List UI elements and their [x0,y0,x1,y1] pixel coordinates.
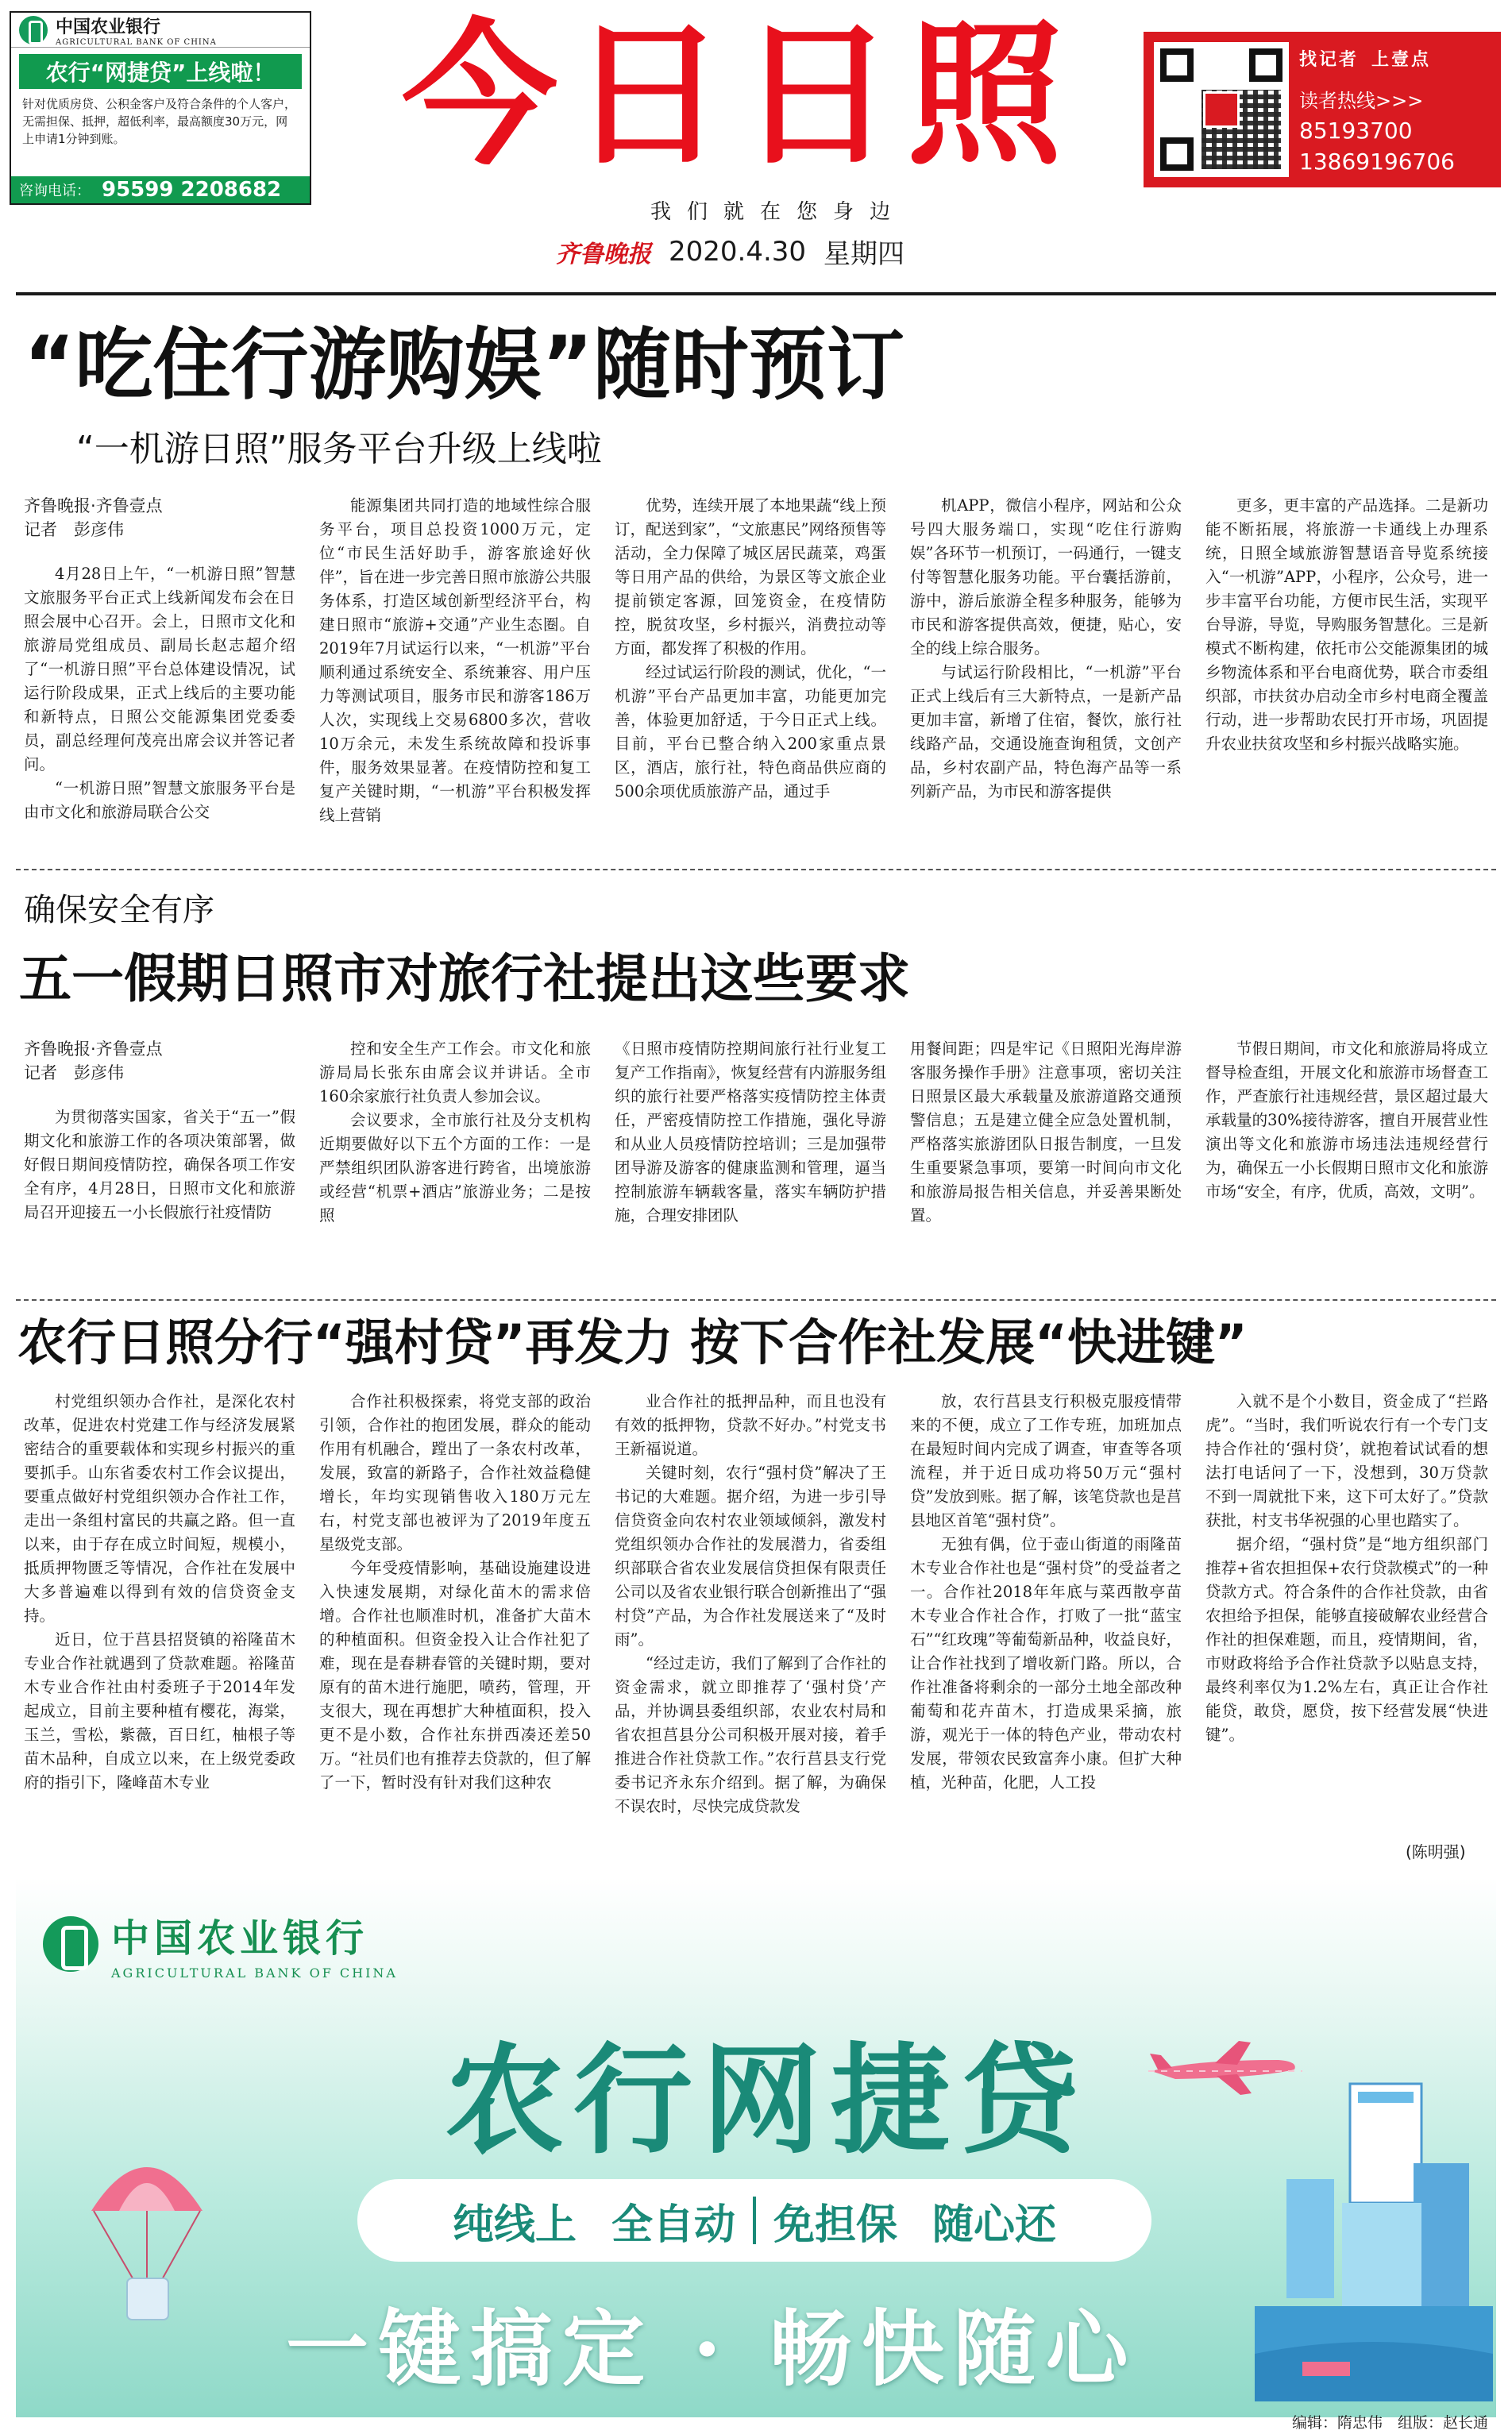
article2-source: 齐鲁晚报·齐鲁壹点 [24,1040,163,1059]
issue-info [556,232,904,271]
bottom-ad-brand [43,1907,398,1981]
abc-logo-icon [19,16,48,44]
article1-reporter: 记者 彭彦伟 [24,520,124,539]
editor-credit: 编辑：隋忠伟 组版：赵长通 [1291,2414,1488,2432]
paragraph: 经过试运行阶段的测试，优化，“一机游”平台产品更加丰富，功能更加完善，体验更加舒适，于今日正式上线。目前，平台已整合纳入200家重点景区，酒店，旅行社，特色商品供应商的500余项优质旅游产品，通过手 [615,663,886,800]
issue-date: 2020.4.30 [669,235,807,268]
feature-flexible-repay: 随心还 [932,2201,1057,2249]
paragraph: 节假日期间，市文化和旅游局将成立督导检查组，开展文化和旅游市场督查工作，严查旅行社违规经营，景区超过最大承载量的30%接待游客，擅自开展营业性演出等文化和旅游市场违法违规经营行为，确保五一小长假期日照市文化和旅游市场“安全，有序，优质，高效，文明”。 [1205,1040,1488,1201]
reader-hotline-box [1144,32,1501,187]
paragraph: 关键时刻，农行“强村贷”解决了王书记的大难题。据介绍，为进一步引导信贷资金向农村农业领域倾斜，激发村党组织领办合作社的发展潜力，省委组织部联合省农业发展信贷担保有限责任公司以及省农业银行联合创新推出了“强村贷”产品，为合作社发展送来了“及时雨”。 [615,1464,886,1649]
article2-col5 [1205,1037,1488,1293]
hotline-text [1299,32,1455,187]
parachute-icon [87,2147,206,2330]
paragraph: 用餐间距；四是牢记《日照阳光海岸游客服务操作手册》注意事项，密切关注日照景区最大承载量及旅游道路交通预警信息；五是建立健全应急处置机制，严格落实旅游团队日报告制度，一旦发生重要紧急事项，要第一时间向市文化和旅游局报告相关信息，并妥善果断处置。 [910,1040,1182,1225]
paragraph: 更多，更丰富的产品选择。二是新功能不断拓展，将旅游一卡通线上办理系统，日照全域旅游智慧语音导览系统接入“一机游”APP，小程序，公众号，进一步丰富平台功能，方便市民生活，实现平台导游，导览，导购服务智慧化。三是新模式不断构建，依托市公交能源集团的城乡物流体系和平台电商优势，联合市委组织部，市扶贫办启动全市乡村电商全覆盖行动，进一步帮助农民打开市场，巩固提升农业扶贫攻坚和乡村振兴战略实施。 [1205,496,1488,753]
top-ad-bank-name: 中国农业银行 [56,16,161,37]
paragraph: 今年受疫情影响，基础设施建设进入快速发展期，对绿化苗木的需求倍增。合作社也顺准时机，准备扩大苗木的种植面积。但资金投入让合作社犯了难，现在是春耕春管的关键时期，要对原有的苗木进行施肥，喷药，管理，开支很大，现在再想扩大种植面积，投入更不是小数，合作社东拼西凑还差50万。“社员们也有推荐去贷款的，但了解了一下，暂时没有针对我们这种农 [319,1559,591,1792]
article2-headline: 五一假期日照市对旅行社提出这些要求 [19,948,910,1009]
issue-weekday: 星期四 [824,238,905,270]
paragraph: 会议要求，全市旅行社及分支机构近期要做好以下五个方面的工作：一是严禁组织团队游客进行跨省，出境旅游或经营“机票+酒店”旅游业务；二是按照 [319,1111,591,1225]
hotline-phone-2: 13869196706 [1299,149,1455,175]
feature-auto: 全自动 [611,2201,735,2249]
article2-col4 [910,1037,1182,1293]
article-separator-2 [16,1299,1496,1301]
article3-col5 [1205,1390,1488,1838]
article2-reporter: 记者 彭彦伟 [24,1063,124,1082]
article3-author: (陈明强) [1406,1842,1466,1861]
bottom-ad-slogan: 一键搞定 · 畅快随心 [286,2300,1138,2397]
top-ad-bank-row [11,13,310,48]
paper-tagline: 我们就在您身边 [650,200,906,224]
find-reporter-label: 找记者 [1299,50,1360,70]
paragraph: 无独有偶，位于壶山街道的雨隆苗木专业合作社也是“强村贷”的受益者之一。合作社2018年年底与菜西散亭苗木专业合作社合作，打败了一批“蓝宝石”“红玫瑰”等葡萄新品种，收益良好，让合作社找到了增收新门路。所以，合作社准备将剩余的一部分土地全部改种葡萄和花卉苗木，打造成果采摘，旅游，观光于一体的特色产业，带动农村发展，带领农民致富奔小康。但扩大种植，光种苗，化肥，人工投 [910,1535,1182,1792]
article2-col2 [319,1037,591,1293]
city-illustration-icon [1255,2068,1493,2401]
article1-source: 齐鲁晚报·齐鲁壹点 [24,496,163,515]
find-reporter-line [1299,46,1455,71]
article1-col5 [1205,494,1488,858]
article1-headline: “吃住行游购娱”随时预订 [24,320,904,411]
top-ad-contact [11,176,310,203]
paragraph: 4月28日上午，“一机游日照”智慧文旅服务平台正式上线新闻发布会在日照会展中心召开。会上，日照市文化和旅游局党组成员、副局长赵志超介绍了“一机游日照”平台总体建设情况，试运行阶段成果，正式上线后的主要功能和新特点，日照公交能源集团党委委员，副总经理何茂亮出席会议并答记者问。 [24,565,295,773]
article2-col1 [24,1105,295,1293]
qr-code-icon[interactable] [1154,42,1289,177]
article1-col4 [910,494,1182,858]
paragraph: “经过走访，我们了解到了合作社的资金需求，就立即推荐了‘强村贷’产品，并协调县委组织部，农业农村局和省农担莒县分公司积极开展对接，着手推进合作社贷款工作。”农行莒县支行党委书记齐永东介绍到。据了解，为确保不误农时，尽快完成贷款发 [615,1654,886,1815]
paragraph: 村党组织领办合作社，是深化农村改革，促进农村党建工作与经济发展紧密结合的重要载体和实现乡村振兴的重要抓手。山东省委农村工作会议提出，要重点做好村党组织领办合作社工作，走出一条组村富民的共赢之路。但一直以来，由于存在成立时间短，规模小，抵质押物匮乏等情况，合作社在发展中大多普遍难以得到有效的信贷资金支持。 [24,1392,295,1625]
abc-logo-icon [43,1916,98,1972]
feature-no-guarantee: 免担保 [773,2201,898,2249]
article2-col3 [615,1037,886,1293]
top-bank-ad[interactable] [10,11,311,205]
bottom-ad-bank-name-en: AGRICULTURAL BANK OF CHINA [111,1965,398,1981]
paragraph: 与试运行阶段相比，“一机游”平台正式上线后有三大新特点，一是新产品更加丰富，新增了住宿，餐饮，旅行社线路产品，交通设施查询租赁，文创产品，乡村农副产品，特色海产品等一系列新产品，为市民和游客提供 [910,663,1182,800]
paragraph: 近日，位于莒县招贤镇的裕隆苗木专业合作社就遇到了贷款难题。裕隆苗木专业合作社由村委班子于2014年发起成立，目前主要种植有樱花，海棠，玉兰，雪松，紫薇，百日红，柚根子等苗木品种，自成立以来，在上级党委政府的指引下，隆峰苗木专业 [24,1630,295,1792]
bottom-ad-bank-name: 中国农业银行 [111,1916,369,1961]
article3-col4 [910,1390,1182,1861]
feature-online: 纯线上 [452,2201,577,2249]
masthead-rule [16,292,1496,295]
article3-col3 [615,1390,886,1861]
reader-hotline-label: 读者热线>>> [1299,90,1424,112]
article2-byline [24,1037,294,1085]
paragraph: 业合作社的抵押品种，而且也没有有效的抵押物，贷款不好办。”村党支书王新福说道。 [615,1392,886,1458]
paragraph: 能源集团共同打造的地域性综合服务平台，项目总投资1000万元，定位“市民生活好助手，游客旅途好伙伴”，旨在进一步完善日照市旅游公共服务体系，打造区域创新型经济平台，构建日照市“旅游+交通”产业生态圈。自2019年7月试运行以来，“一机游”平台顺利通过系统安全、系统兼容、用户压力等测试项目，服务市民和游客186万人次，实现线上交易6800多次，营收10万余元，未发生系统故障和投诉事件，服务效果显著。在疫情防控和复工复产关键时期，“一机游”平台积极发挥线上营销 [319,496,591,824]
paragraph: 合作社积极探索，将党支部的政治引领，合作社的抱团发展，群众的能动作用有机融合，蹚出了一条农村改革，发展，致富的新路子，合作社效益稳健增长，年均实现销售收入180万元左右，村党支部也被评为了2019年度五星级党支部。 [319,1392,591,1553]
masthead [0,0,1512,286]
article1-col2 [319,494,591,858]
bottom-bank-ad[interactable] [16,1877,1496,2417]
top-ad-blurb: 针对优质房贷、公积金客户及符合条件的个人客户，无需担保、抵押，超低利率，最高额度30万元，网上申请1分钟到账。 [22,97,297,146]
paragraph: 据介绍，“强村贷”是“地方组织部门推荐+省农担担保+农行贷款模式”的一种贷款方式。符合条件的合作社贷款，由省农担给予担保，能够直接破解农业经营合作社的担保难题，而且，疫情期间，省，市财政将给予合作社贷款予以贴息支持，最终利率仅为1.2%左右，真正让合作社能贷，敢贷，愿贷，按下经营发展“快进键”。 [1205,1535,1488,1744]
hotline-phone-1: 85193700 [1299,118,1413,144]
paragraph: 放，农行莒县支行积极克服疫情带来的不便，成立了工作专班，加班加点在最短时间内完成了调查，审查等各项流程，并于近日成功将50万元“强村贷”发放到账。据了解，该笔贷款也是莒县地区首笔“强村贷”。 [910,1392,1182,1529]
top-ad-contact-label: 咨询电话： [19,183,91,199]
paper-name: 今日日照 [401,6,1075,187]
paragraph: 入就不是个小数目，资金成了“拦路虎”。“当时，我们听说农行有一个专门支持合作社的‘强村贷’，就抱着试试看的想法打电话问了一下，没想到，30万贷款不到一周就批下来，这下可太好了。”贷款获批，村支书华祝强的心里也踏实了。 [1205,1392,1488,1529]
paragraph: 为贯彻落实国家，省关于“五一”假期文化和旅游工作的各项决策部署，做好假日期间疫情防控，确保各项工作安全有序，4月28日，日照市文化和旅游局召开迎接五一小长假旅行社疫情防 [24,1108,295,1221]
paragraph: 《日照市疫情防控期间旅行社行业复工复产工作指南》，恢复经营有内游服务组织的旅行社要严格落实疫情防控主体责任，严密疫情防控工作措施，强化导游和从业人员疫情防控培训；三是加强带团导游及游客的健康监测和管理，逼当控制旅游车辆载客量，落实车辆防护措施，合理安排团队 [615,1040,886,1225]
top-ad-contact-numbers: 95599 2208682 [102,178,282,202]
bottom-ad-title: 农行网捷贷 [445,2031,1089,2170]
top-ad-bank-name-en: AGRICULTURAL BANK OF CHINA [56,37,217,47]
article1-subheadline: “一机游日照”服务平台升级上线啦 [76,429,602,469]
article3-col1 [24,1390,295,1861]
paragraph: 优势，连续开展了本地果蔬“线上预订，配送到家”，“文旅惠民”网络预售等活动，全力保障了城区居民蔬菜，鸡蛋等日用产品的供给，为景区等文旅企业提前锁定客源，回笼资金，在疫情防控，脱贫攻坚，乡村振兴，消费拉动等方面，都发挥了积极的作用。 [615,496,886,658]
article1-col3 [615,494,886,858]
paragraph: 机APP，微信小程序，网站和公众号四大服务端口，实现“吃住行游购娱”各环节一机预订，一码通行，一键支付等智慧化服务功能。平台囊括游前，游中，游后旅游全程多种服务，能够为市民和游客提供高效，便捷，贴心，安全的线上综合服务。 [910,496,1182,658]
article-separator-1 [16,869,1496,870]
article2-kicker: 确保安全有序 [24,892,214,928]
top-ad-slogan: 农行“网捷贷”上线啦！ [19,54,302,89]
article3-headline: 农行日照分行“强村贷”再发力 按下合作社发展“快进键” [17,1313,1248,1371]
article3-col2 [319,1390,591,1861]
brand-logo: 齐鲁晚报 [556,240,651,268]
app-name: 上壹点 [1371,50,1432,70]
paragraph: 控和安全生产工作会。市文化和旅游局局长张东由席会议并讲话。全市160余家旅行社负责人参加会议。 [319,1040,591,1105]
article1-col1 [24,562,295,858]
paragraph: “一机游日照”智慧文旅服务平台是由市文化和旅游局联合公交 [24,779,295,821]
article1-byline [24,494,294,542]
bottom-ad-features [357,2179,1151,2262]
